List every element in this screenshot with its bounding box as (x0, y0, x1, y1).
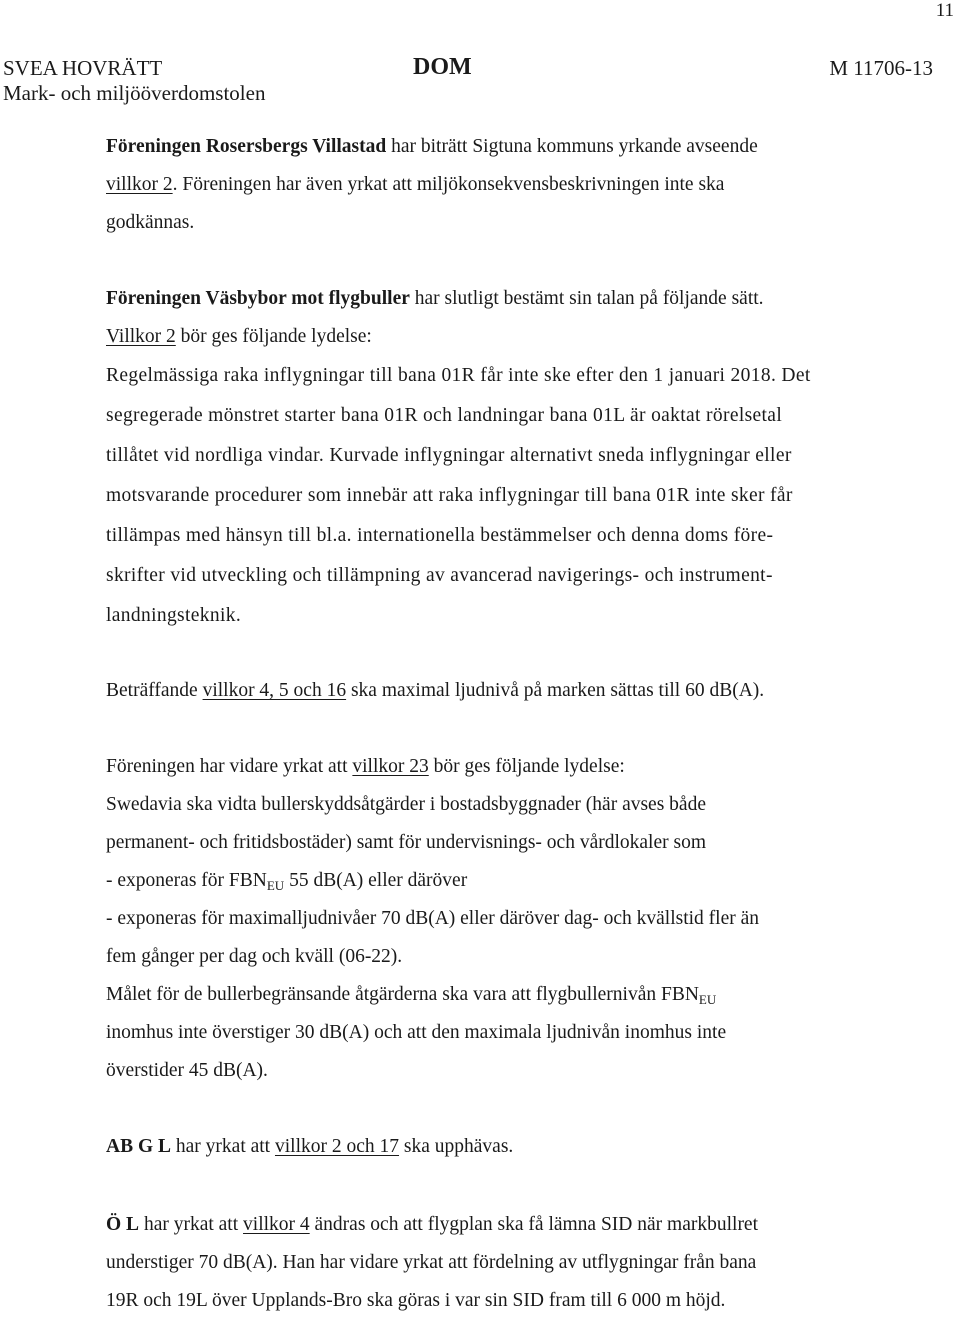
page-number: 11 (935, 0, 954, 21)
condition-reference: Villkor 2 (106, 326, 176, 347)
condition-reference: villkor 4 (243, 1214, 310, 1235)
condition-reference: villkor 2 (106, 174, 173, 195)
text-line: 19R och 19L över Upplands-Bro ska göras i var sin SID fram till 6 000 m höjd. (106, 1290, 726, 1311)
text-line: villkor 2. Föreningen har även yrkat att miljökonsekvensbeskrivningen inte ska (106, 174, 725, 195)
paragraph-noise-level (106, 672, 906, 710)
text-line: permanent- och fritidsbostäder) samt för undervisnings- och vårdlokaler som (106, 832, 706, 853)
text-line: Föreningen Väsbybor mot flygbuller har slutligt bestämt sin talan på följande sätt. (106, 288, 764, 309)
condition-reference: villkor 23 (352, 756, 429, 777)
paragraph-abgl (106, 1128, 906, 1166)
text-line: inomhus inte överstiger 30 dB(A) och att den maximala ljudnivån inomhus inte (106, 1022, 727, 1043)
text-line: understiger 70 dB(A). Han har vidare yrkat att fördelning av utflygningar från bana (106, 1252, 757, 1273)
text-line: - exponeras för $FBN_{EU}$ 55 dB(A) eller däröver (106, 870, 468, 893)
condition-reference: villkor 2 och 17 (274, 1136, 400, 1157)
condition-reference: villkor 4, 5 och 16 (202, 680, 347, 701)
text-line: Beträffande villkor 4, 5 och 16 ska maximal ljudnivå på marken sättas till 60 dB(A). (106, 680, 765, 701)
text-line: Föreningen Rosersbergs Villastad har biträtt Sigtuna kommuns yrkande avseende (106, 136, 758, 157)
text-line: godkännas. (106, 212, 195, 233)
paragraph-ol (106, 1206, 906, 1320)
party-name: AB G L (106, 1136, 172, 1157)
text-line: Ö L har yrkat att villkor 4 ändras och att flygplan ska få lämna SID när markbullret (106, 1214, 759, 1235)
paragraph-rosersberg (106, 128, 906, 242)
text-line: segregerade mönstret starter bana 01R och landningar bana 01L är oaktat rörelsetal (106, 405, 783, 426)
text-line: Målet för de bullerbegränsande åtgärderna ska vara att flygbullernivån $FBN_{EU}$ (106, 984, 717, 1007)
text-line: skrifter vid utveckling och tillämpning av avancerad navigerings- och instrument- (106, 565, 773, 586)
text-line: Föreningen har vidare yrkat att villkor 23 bör ges följande lydelse: (106, 756, 625, 777)
text-line: motsvarande procedurer som innebär att raka inflygningar till bana 01R inte sker får (106, 485, 793, 506)
court-division: Mark- och miljööverdomstolen (3, 81, 266, 105)
paragraph-vasbybor (106, 280, 906, 636)
party-name: Föreningen Rosersbergs Villastad (106, 136, 387, 157)
text-line: landningsteknik. (106, 605, 242, 626)
text-line: AB G L har yrkat att villkor 2 och 17 ska upphävas. (106, 1136, 514, 1157)
text-line: överstider 45 dB(A). (106, 1060, 268, 1081)
court-name: SVEA HOVRÄTT (3, 56, 163, 80)
text-line: tillämpas med hänsyn till bl.a. internationella bestämmelser och denna doms före- (106, 525, 774, 546)
quoted-condition-text (106, 356, 906, 636)
document-type: DOM (413, 54, 472, 80)
paragraph-condition-23 (106, 748, 906, 1090)
party-name: Föreningen Väsbybor mot flygbuller (106, 288, 410, 309)
text-line: fem gånger per dag och kväll (06-22). (106, 946, 403, 967)
document-body (106, 128, 906, 1320)
text-line: Swedavia ska vidta bullerskyddsåtgärder i bostadsbyggnader (här avses både (106, 794, 706, 815)
text-line: tillåtet vid nordliga vindar. Kurvade inflygningar alternativt sneda inflygningar eller (106, 445, 792, 466)
text-line: Villkor 2 bör ges följande lydelse: (106, 326, 372, 347)
text-line: Regelmässiga raka inflygningar till bana 01R får inte ske efter den 1 januari 2018. Det (106, 365, 811, 386)
case-number: M 11706-13 (829, 56, 933, 80)
party-name: Ö L (106, 1214, 140, 1235)
text-line: - exponeras för maximalljudnivåer 70 dB(A) eller däröver dag- och kvällstid fler än (106, 908, 760, 929)
